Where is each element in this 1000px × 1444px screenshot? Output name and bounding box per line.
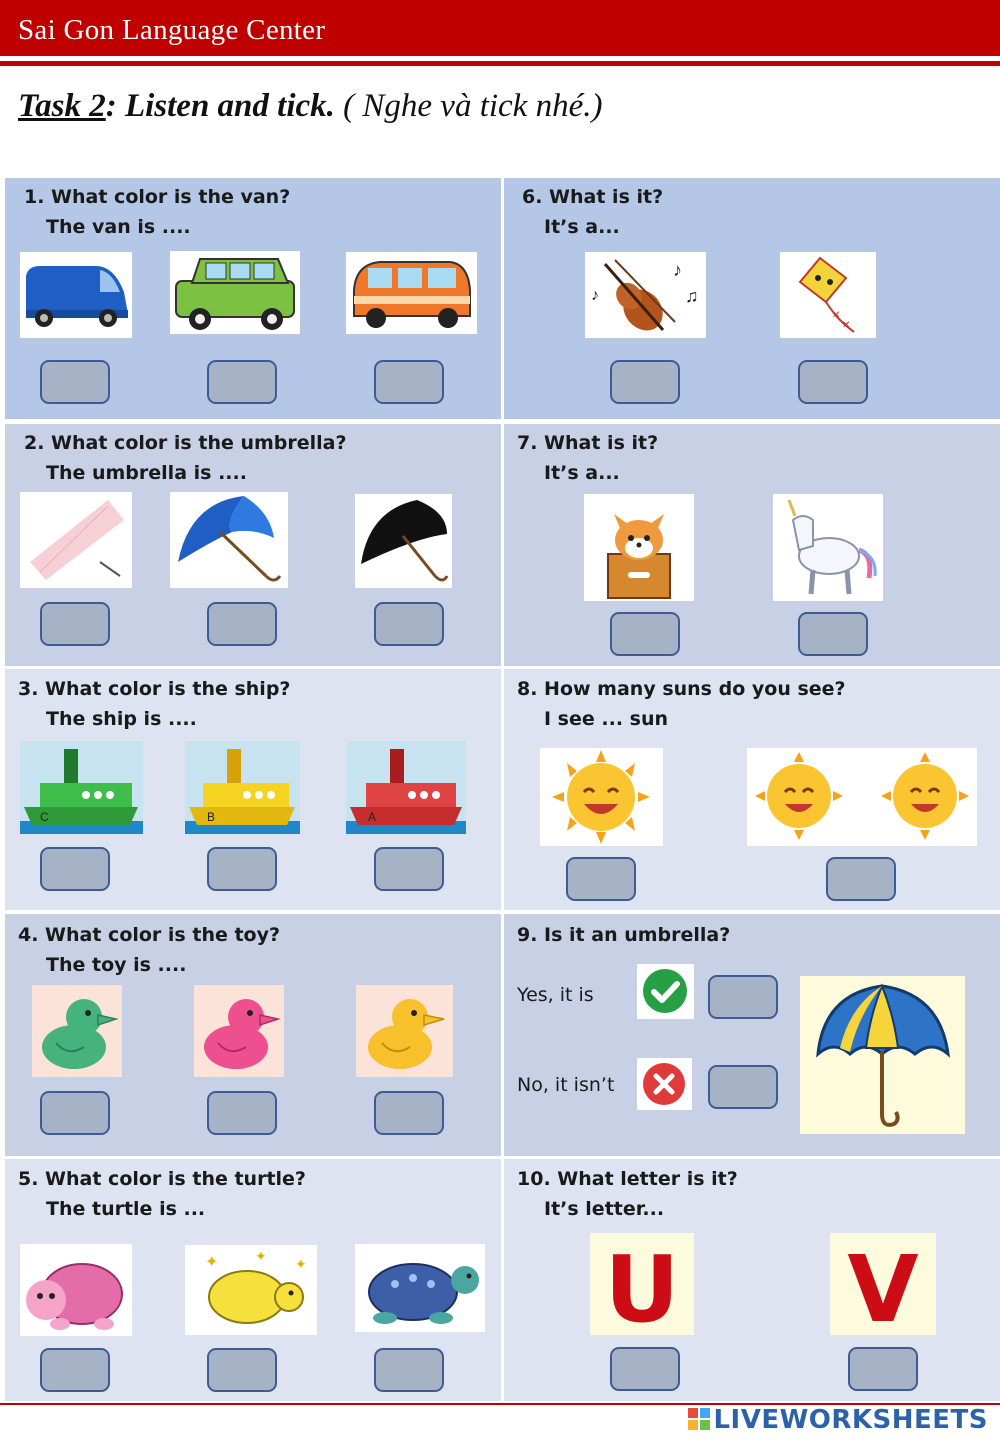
question-1: 1. What color is the van? (24, 186, 291, 208)
check-icon (637, 964, 694, 1019)
blue-umbrella-image (170, 492, 288, 588)
task-label: Task 2 (18, 88, 106, 124)
svg-text:♪: ♪ (591, 287, 599, 304)
orange-van-image (346, 252, 477, 334)
question-4: 4. What color is the toy? (18, 924, 281, 946)
answer-prompt-4: The toy is .... (46, 954, 187, 976)
question-6: 6. What is it? (522, 186, 664, 208)
pink-umbrella-image (20, 492, 132, 588)
answer-box-q5-b[interactable] (207, 1348, 277, 1392)
svg-text:✕: ✕ (832, 310, 841, 321)
task-text: : Listen and tick. (105, 88, 335, 124)
answer-box-q10-a[interactable] (610, 1347, 680, 1391)
header-divider (0, 61, 1000, 66)
ship-letter-b: B (207, 810, 216, 824)
svg-text:✦: ✦ (295, 1256, 307, 1272)
answer-box-q9-yes[interactable] (708, 975, 778, 1019)
blue-turtle-image (355, 1244, 485, 1332)
svg-text:✦: ✦ (205, 1254, 219, 1271)
answer-prompt-3: The ship is .... (46, 708, 197, 730)
red-ship-image (346, 741, 466, 834)
question-8: 8. How many suns do you see? (517, 678, 846, 700)
answer-box-q4-a[interactable] (40, 1091, 110, 1135)
task-subtitle: ( Nghe và tick nhé.) (334, 88, 603, 124)
yellow-turtle-image (185, 1245, 317, 1335)
answer-box-q1-a[interactable] (40, 360, 110, 404)
unicorn-image (773, 494, 883, 601)
letter-v-image (830, 1233, 936, 1335)
question-10: 10. What letter is it? (517, 1168, 738, 1190)
question-7: 7. What is it? (517, 432, 659, 454)
green-van-image (170, 251, 300, 334)
question-3: 3. What color is the ship? (18, 678, 291, 700)
answer-box-q9-no[interactable] (708, 1065, 778, 1109)
blue-van-image (20, 252, 132, 338)
violin-image (585, 252, 706, 338)
answer-box-q3-a[interactable] (40, 847, 110, 891)
cross-icon (637, 1058, 692, 1110)
question-5: 5. What color is the turtle? (18, 1168, 306, 1190)
liveworksheets-logo-icon (688, 1407, 710, 1429)
answer-prompt-8: I see ... sun (544, 708, 669, 730)
answer-prompt-10: It’s letter... (544, 1198, 665, 1220)
answer-box-q3-b[interactable] (207, 847, 277, 891)
cell-q7 (504, 424, 1000, 666)
answer-box-q10-b[interactable] (848, 1347, 918, 1391)
header-title: Sai Gon Language Center (18, 14, 326, 46)
answer-box-q6-a[interactable] (610, 360, 680, 404)
answer-box-q5-c[interactable] (374, 1348, 444, 1392)
black-umbrella-image (355, 494, 452, 588)
answer-prompt-2: The umbrella is .... (46, 462, 247, 484)
answer-box-q4-c[interactable] (374, 1091, 444, 1135)
answer-box-q6-b[interactable] (798, 360, 868, 404)
answer-box-q2-b[interactable] (207, 602, 277, 646)
answer-box-q2-a[interactable] (40, 602, 110, 646)
answer-box-q7-a[interactable] (610, 612, 680, 656)
task-heading (18, 88, 602, 125)
answer-box-q1-b[interactable] (207, 360, 277, 404)
answer-box-q1-c[interactable] (374, 360, 444, 404)
no-label: No, it isn’t (517, 1074, 615, 1096)
answer-box-q8-a[interactable] (566, 857, 636, 901)
pink-duck-image (194, 985, 284, 1077)
dog-in-box-image (584, 494, 694, 601)
answer-box-q4-b[interactable] (207, 1091, 277, 1135)
green-duck-image (32, 985, 122, 1077)
letter-u-image (590, 1233, 694, 1335)
answer-box-q5-a[interactable] (40, 1348, 110, 1392)
answer-box-q8-b[interactable] (826, 857, 896, 901)
ship-letter-a: A (368, 810, 377, 824)
svg-text:♪: ♪ (673, 260, 682, 280)
yellow-ship-image (185, 741, 300, 834)
green-ship-image (20, 741, 143, 834)
header-bar (0, 0, 1000, 56)
brand-text: LIVEWORKSHEETS (713, 1405, 988, 1435)
answer-prompt-1: The van is .... (46, 216, 191, 238)
answer-prompt-7: It’s a... (544, 462, 620, 484)
answer-prompt-5: The turtle is ... (46, 1198, 206, 1220)
question-2: 2. What color is the umbrella? (24, 432, 347, 454)
svg-text:✦: ✦ (255, 1248, 267, 1264)
blue-yellow-umbrella-image (800, 976, 965, 1134)
svg-text:✕: ✕ (842, 320, 851, 331)
yellow-duck-image (356, 985, 453, 1077)
pink-turtle-image (20, 1244, 132, 1336)
liveworksheets-brand[interactable] (688, 1405, 988, 1435)
ship-letter-c: C (40, 810, 49, 824)
answer-box-q2-c[interactable] (374, 602, 444, 646)
yes-label: Yes, it is (517, 984, 594, 1006)
answer-box-q7-b[interactable] (798, 612, 868, 656)
answer-prompt-6: It’s a... (544, 216, 620, 238)
letter-v: V (847, 1236, 919, 1335)
cell-q6 (504, 178, 1000, 419)
kite-image (780, 252, 876, 338)
letter-u: U (604, 1236, 680, 1335)
two-suns-image (747, 748, 977, 846)
answer-box-q3-c[interactable] (374, 847, 444, 891)
one-sun-image (540, 748, 663, 846)
question-9: 9. Is it an umbrella? (517, 924, 731, 946)
svg-text:♫: ♫ (685, 286, 699, 306)
